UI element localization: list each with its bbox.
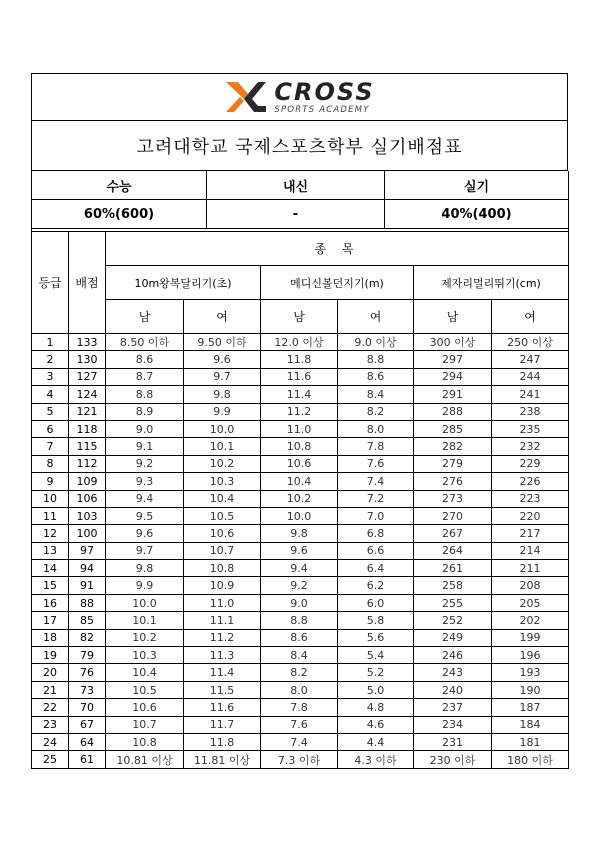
ball-female-cell: 5.2 xyxy=(338,664,414,681)
shuttle-female-cell: 11.0 xyxy=(184,594,261,611)
table-row xyxy=(32,716,569,733)
grade-cell: 2 xyxy=(32,351,69,368)
shuttle-female-cell: 10.8 xyxy=(184,560,261,577)
events-header: 종 목 xyxy=(106,232,569,266)
shuttle-male-cell: 8.7 xyxy=(106,368,184,385)
ball-male-cell: 10.6 xyxy=(261,455,338,472)
table-row xyxy=(32,751,569,768)
ball-female-cell: 8.8 xyxy=(338,351,414,368)
score-cell: 97 xyxy=(69,542,106,559)
male-header: 남 xyxy=(106,300,184,334)
jump-male-cell: 234 xyxy=(414,716,492,733)
jump-female-cell: 184 xyxy=(492,716,569,733)
jump-female-cell: 181 xyxy=(492,733,569,750)
ball-female-cell: 7.2 xyxy=(338,490,414,507)
table-row xyxy=(32,403,569,420)
score-sheet xyxy=(31,73,568,769)
jump-male-cell: 282 xyxy=(414,438,492,455)
score-cell: 109 xyxy=(69,473,106,490)
jump-male-cell: 279 xyxy=(414,455,492,472)
ball-male-cell: 11.2 xyxy=(261,403,338,420)
shuttle-female-cell: 10.9 xyxy=(184,577,261,594)
score-cell: 133 xyxy=(69,334,106,351)
grade-cell: 11 xyxy=(32,507,69,524)
score-cell: 94 xyxy=(69,560,106,577)
summary-header-suneung: 수능 xyxy=(32,171,207,200)
shuttle-male-cell: 8.8 xyxy=(106,386,184,403)
event-shuttle-run: 10m왕복달리기(초) xyxy=(106,266,261,300)
jump-male-cell: 249 xyxy=(414,629,492,646)
jump-female-cell: 223 xyxy=(492,490,569,507)
page-title: 고려대학교 국제스포츠학부 실기배점표 xyxy=(136,136,463,158)
shuttle-female-cell: 9.9 xyxy=(184,403,261,420)
male-header: 남 xyxy=(414,300,492,334)
table-row xyxy=(32,438,569,455)
jump-male-cell: 288 xyxy=(414,403,492,420)
jump-male-cell: 246 xyxy=(414,647,492,664)
grade-cell: 20 xyxy=(32,664,69,681)
table-row xyxy=(32,490,569,507)
shuttle-female-cell: 10.6 xyxy=(184,525,261,542)
jump-male-cell: 243 xyxy=(414,664,492,681)
female-header: 여 xyxy=(184,300,261,334)
shuttle-male-cell: 9.3 xyxy=(106,473,184,490)
table-row xyxy=(32,420,569,437)
ball-female-cell: 4.6 xyxy=(338,716,414,733)
ball-female-cell: 7.0 xyxy=(338,507,414,524)
ball-female-cell: 8.0 xyxy=(338,420,414,437)
jump-female-cell: 205 xyxy=(492,594,569,611)
jump-female-cell: 208 xyxy=(492,577,569,594)
grade-cell: 15 xyxy=(32,577,69,594)
ball-female-cell: 7.4 xyxy=(338,473,414,490)
jump-female-cell: 217 xyxy=(492,525,569,542)
shuttle-male-cell: 10.7 xyxy=(106,716,184,733)
grade-cell: 4 xyxy=(32,386,69,403)
shuttle-male-cell: 10.8 xyxy=(106,733,184,750)
shuttle-female-cell: 10.4 xyxy=(184,490,261,507)
jump-male-cell: 273 xyxy=(414,490,492,507)
jump-female-cell: 202 xyxy=(492,612,569,629)
ball-male-cell: 11.6 xyxy=(261,368,338,385)
table-row xyxy=(32,542,569,559)
grade-cell: 12 xyxy=(32,525,69,542)
table-row xyxy=(32,455,569,472)
page-title-row xyxy=(31,121,568,171)
shuttle-female-cell: 10.2 xyxy=(184,455,261,472)
table-row xyxy=(32,525,569,542)
ball-male-cell: 11.4 xyxy=(261,386,338,403)
ball-female-cell: 7.6 xyxy=(338,455,414,472)
jump-female-cell: 199 xyxy=(492,629,569,646)
score-cell: 100 xyxy=(69,525,106,542)
female-header: 여 xyxy=(338,300,414,334)
jump-female-cell: 220 xyxy=(492,507,569,524)
shuttle-male-cell: 10.4 xyxy=(106,664,184,681)
score-rows xyxy=(32,334,569,769)
score-cell: 79 xyxy=(69,647,106,664)
ball-female-cell: 6.2 xyxy=(338,577,414,594)
shuttle-male-cell: 9.6 xyxy=(106,525,184,542)
ball-female-cell: 9.0 이상 xyxy=(338,334,414,351)
shuttle-female-cell: 11.7 xyxy=(184,716,261,733)
shuttle-male-cell: 10.5 xyxy=(106,681,184,698)
jump-female-cell: 250 이상 xyxy=(492,334,569,351)
score-header: 배점 xyxy=(69,232,106,334)
ball-female-cell: 8.2 xyxy=(338,403,414,420)
jump-female-cell: 196 xyxy=(492,647,569,664)
score-cell: 112 xyxy=(69,455,106,472)
jump-female-cell: 211 xyxy=(492,560,569,577)
grade-cell: 14 xyxy=(32,560,69,577)
shuttle-female-cell: 11.4 xyxy=(184,664,261,681)
male-header: 남 xyxy=(261,300,338,334)
jump-male-cell: 261 xyxy=(414,560,492,577)
jump-male-cell: 258 xyxy=(414,577,492,594)
table-row xyxy=(32,368,569,385)
grade-cell: 7 xyxy=(32,438,69,455)
shuttle-female-cell: 10.7 xyxy=(184,542,261,559)
shuttle-female-cell: 11.5 xyxy=(184,681,261,698)
cross-logo xyxy=(224,77,375,115)
score-cell: 88 xyxy=(69,594,106,611)
table-row xyxy=(32,681,569,698)
ball-female-cell: 8.4 xyxy=(338,386,414,403)
score-cell: 106 xyxy=(69,490,106,507)
ball-female-cell: 5.6 xyxy=(338,629,414,646)
ball-male-cell: 8.4 xyxy=(261,647,338,664)
shuttle-male-cell: 8.9 xyxy=(106,403,184,420)
table-row xyxy=(32,351,569,368)
score-cell: 124 xyxy=(69,386,106,403)
ball-female-cell: 6.0 xyxy=(338,594,414,611)
jump-male-cell: 252 xyxy=(414,612,492,629)
grade-cell: 24 xyxy=(32,733,69,750)
shuttle-male-cell: 8.50 이하 xyxy=(106,334,184,351)
shuttle-male-cell: 10.6 xyxy=(106,699,184,716)
ball-female-cell: 8.6 xyxy=(338,368,414,385)
shuttle-male-cell: 9.1 xyxy=(106,438,184,455)
summary-header-silgi: 실기 xyxy=(385,171,569,200)
table-row xyxy=(32,629,569,646)
table-row xyxy=(32,507,569,524)
ball-male-cell: 10.2 xyxy=(261,490,338,507)
shuttle-female-cell: 11.81 이상 xyxy=(184,751,261,768)
jump-female-cell: 238 xyxy=(492,403,569,420)
ball-male-cell: 8.8 xyxy=(261,612,338,629)
ball-female-cell: 6.4 xyxy=(338,560,414,577)
ball-male-cell: 7.4 xyxy=(261,733,338,750)
score-cell: 103 xyxy=(69,507,106,524)
score-cell: 130 xyxy=(69,351,106,368)
ball-female-cell: 6.6 xyxy=(338,542,414,559)
jump-male-cell: 264 xyxy=(414,542,492,559)
shuttle-female-cell: 10.5 xyxy=(184,507,261,524)
grade-cell: 22 xyxy=(32,699,69,716)
shuttle-female-cell: 10.3 xyxy=(184,473,261,490)
ball-female-cell: 5.4 xyxy=(338,647,414,664)
jump-female-cell: 226 xyxy=(492,473,569,490)
brand-name: CROSS xyxy=(274,77,375,106)
shuttle-male-cell: 9.5 xyxy=(106,507,184,524)
jump-female-cell: 235 xyxy=(492,420,569,437)
shuttle-female-cell: 10.0 xyxy=(184,420,261,437)
grade-cell: 8 xyxy=(32,455,69,472)
jump-female-cell: 190 xyxy=(492,681,569,698)
jump-female-cell: 214 xyxy=(492,542,569,559)
jump-female-cell: 232 xyxy=(492,438,569,455)
event-long-jump: 제자리멀리뛰기(cm) xyxy=(414,266,569,300)
jump-male-cell: 276 xyxy=(414,473,492,490)
ball-female-cell: 6.8 xyxy=(338,525,414,542)
summary-value-suneung: 60%(600) xyxy=(32,200,207,229)
grade-cell: 9 xyxy=(32,473,69,490)
jump-male-cell: 270 xyxy=(414,507,492,524)
jump-female-cell: 229 xyxy=(492,455,569,472)
score-cell: 76 xyxy=(69,664,106,681)
table-row xyxy=(32,473,569,490)
shuttle-female-cell: 10.1 xyxy=(184,438,261,455)
ball-male-cell: 7.3 이하 xyxy=(261,751,338,768)
score-cell: 70 xyxy=(69,699,106,716)
jump-male-cell: 231 xyxy=(414,733,492,750)
ball-male-cell: 8.2 xyxy=(261,664,338,681)
ball-female-cell: 5.0 xyxy=(338,681,414,698)
jump-male-cell: 240 xyxy=(414,681,492,698)
shuttle-male-cell: 10.0 xyxy=(106,594,184,611)
score-cell: 91 xyxy=(69,577,106,594)
ball-male-cell: 7.8 xyxy=(261,699,338,716)
shuttle-male-cell: 8.6 xyxy=(106,351,184,368)
shuttle-female-cell: 11.8 xyxy=(184,733,261,750)
table-row xyxy=(32,334,569,351)
score-cell: 85 xyxy=(69,612,106,629)
shuttle-male-cell: 9.0 xyxy=(106,420,184,437)
shuttle-female-cell: 11.3 xyxy=(184,647,261,664)
score-cell: 64 xyxy=(69,733,106,750)
grade-cell: 13 xyxy=(32,542,69,559)
shuttle-female-cell: 9.50 이하 xyxy=(184,334,261,351)
ball-male-cell: 9.0 xyxy=(261,594,338,611)
grade-cell: 5 xyxy=(32,403,69,420)
score-cell: 82 xyxy=(69,629,106,646)
score-cell: 73 xyxy=(69,681,106,698)
shuttle-female-cell: 11.1 xyxy=(184,612,261,629)
grade-cell: 16 xyxy=(32,594,69,611)
shuttle-female-cell: 9.7 xyxy=(184,368,261,385)
ball-male-cell: 11.0 xyxy=(261,420,338,437)
table-row xyxy=(32,612,569,629)
grade-cell: 1 xyxy=(32,334,69,351)
summary-header-naesin: 내신 xyxy=(207,171,385,200)
jump-female-cell: 241 xyxy=(492,386,569,403)
ball-male-cell: 11.8 xyxy=(261,351,338,368)
shuttle-male-cell: 10.81 이상 xyxy=(106,751,184,768)
ball-male-cell: 10.0 xyxy=(261,507,338,524)
score-table xyxy=(31,229,569,769)
ball-male-cell: 8.6 xyxy=(261,629,338,646)
ball-female-cell: 4.4 xyxy=(338,733,414,750)
table-row xyxy=(32,577,569,594)
ball-male-cell: 7.6 xyxy=(261,716,338,733)
summary-value-naesin: - xyxy=(207,200,385,229)
ball-male-cell: 9.8 xyxy=(261,525,338,542)
shuttle-male-cell: 9.7 xyxy=(106,542,184,559)
jump-female-cell: 187 xyxy=(492,699,569,716)
jump-male-cell: 297 xyxy=(414,351,492,368)
shuttle-male-cell: 9.8 xyxy=(106,560,184,577)
ball-male-cell: 10.8 xyxy=(261,438,338,455)
grade-cell: 17 xyxy=(32,612,69,629)
grade-cell: 10 xyxy=(32,490,69,507)
ball-male-cell: 9.6 xyxy=(261,542,338,559)
event-medicine-ball: 메디신볼던지기(m) xyxy=(261,266,414,300)
ball-male-cell: 12.0 이상 xyxy=(261,334,338,351)
score-cell: 115 xyxy=(69,438,106,455)
table-row xyxy=(32,664,569,681)
grade-cell: 18 xyxy=(32,629,69,646)
shuttle-female-cell: 9.8 xyxy=(184,386,261,403)
shuttle-male-cell: 10.2 xyxy=(106,629,184,646)
jump-male-cell: 285 xyxy=(414,420,492,437)
score-cell: 118 xyxy=(69,420,106,437)
ball-male-cell: 9.4 xyxy=(261,560,338,577)
ball-male-cell: 10.4 xyxy=(261,473,338,490)
jump-male-cell: 230 이하 xyxy=(414,751,492,768)
jump-male-cell: 300 이상 xyxy=(414,334,492,351)
grade-header: 등급 xyxy=(32,232,69,334)
logo-header xyxy=(31,73,568,121)
shuttle-male-cell: 10.1 xyxy=(106,612,184,629)
ball-female-cell: 4.3 이하 xyxy=(338,751,414,768)
table-row xyxy=(32,733,569,750)
score-cell: 61 xyxy=(69,751,106,768)
ball-female-cell: 5.8 xyxy=(338,612,414,629)
brand-tagline: SPORTS ACADEMY xyxy=(274,104,370,115)
shuttle-female-cell: 11.6 xyxy=(184,699,261,716)
summary-value-silgi: 40%(400) xyxy=(385,200,569,229)
jump-female-cell: 244 xyxy=(492,368,569,385)
grade-cell: 6 xyxy=(32,420,69,437)
jump-male-cell: 255 xyxy=(414,594,492,611)
shuttle-male-cell: 9.2 xyxy=(106,455,184,472)
jump-female-cell: 180 이하 xyxy=(492,751,569,768)
jump-male-cell: 267 xyxy=(414,525,492,542)
shuttle-female-cell: 9.6 xyxy=(184,351,261,368)
jump-male-cell: 294 xyxy=(414,368,492,385)
table-row xyxy=(32,386,569,403)
grade-cell: 19 xyxy=(32,647,69,664)
cross-x-icon xyxy=(224,80,268,114)
ball-male-cell: 8.0 xyxy=(261,681,338,698)
score-cell: 121 xyxy=(69,403,106,420)
shuttle-male-cell: 10.3 xyxy=(106,647,184,664)
table-row xyxy=(32,560,569,577)
grade-cell: 3 xyxy=(32,368,69,385)
grade-cell: 25 xyxy=(32,751,69,768)
table-row xyxy=(32,699,569,716)
grade-cell: 21 xyxy=(32,681,69,698)
jump-male-cell: 291 xyxy=(414,386,492,403)
weight-summary-table xyxy=(31,171,569,229)
jump-female-cell: 193 xyxy=(492,664,569,681)
ball-female-cell: 7.8 xyxy=(338,438,414,455)
score-cell: 67 xyxy=(69,716,106,733)
score-cell: 127 xyxy=(69,368,106,385)
table-row xyxy=(32,647,569,664)
shuttle-female-cell: 11.2 xyxy=(184,629,261,646)
table-row xyxy=(32,594,569,611)
ball-female-cell: 4.8 xyxy=(338,699,414,716)
jump-female-cell: 247 xyxy=(492,351,569,368)
shuttle-male-cell: 9.4 xyxy=(106,490,184,507)
grade-cell: 23 xyxy=(32,716,69,733)
female-header: 여 xyxy=(492,300,569,334)
shuttle-male-cell: 9.9 xyxy=(106,577,184,594)
jump-male-cell: 237 xyxy=(414,699,492,716)
ball-male-cell: 9.2 xyxy=(261,577,338,594)
